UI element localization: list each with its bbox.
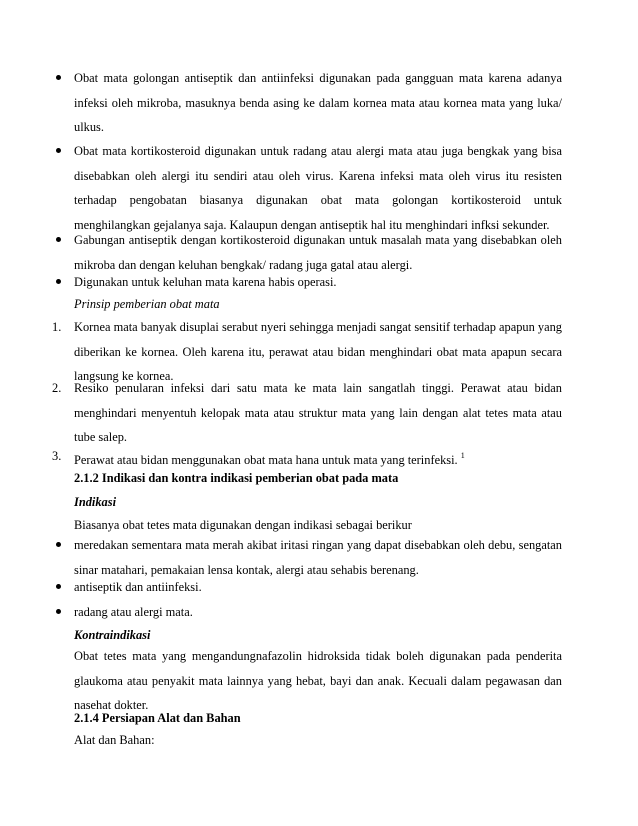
- list-item: [52, 270, 562, 295]
- list-item: [52, 66, 562, 140]
- list-item-text: meredakan sementara mata merah akibat iritasi ringan yang dapat disebabkan oleh debu, sengatan sinar matahari, pemakaian lensa kontak, alergi atau sehabis berenang.: [74, 538, 562, 577]
- list-item-text: antiseptik dan antiinfeksi.: [74, 580, 202, 594]
- item-number: 3.: [52, 449, 62, 463]
- list-item: [52, 600, 562, 625]
- item-number: 1.: [52, 320, 62, 334]
- kontraindikasi-heading: Kontraindikasi: [74, 628, 151, 642]
- list-item-text: Digunakan untuk keluhan mata karena habis operasi.: [74, 275, 337, 289]
- prinsip-heading: Prinsip pemberian obat mata: [74, 297, 220, 311]
- kontraindikasi-text: Obat tetes mata yang mengandungnafazolin hidroksida tidak boleh digunakan pada penderita glaukoma atau penyakit mata lainnya yang hebat, bayi dan anak. Kecuali dalam pegawasan dan nasehat dokter.: [74, 649, 562, 712]
- alat-bahan-label: Alat dan Bahan:: [74, 733, 155, 747]
- list-item-text: Gabungan antiseptik dengan kortikosteroid digunakan untuk masalah mata yang disebabkan oleh mikroba dan dengan keluhan bengkak/ radang juga gatal atau alergi.: [74, 233, 562, 272]
- item-number: 2.: [52, 381, 62, 395]
- list-item: [52, 575, 562, 600]
- numbered-item-text: Kornea mata banyak disuplai serabut nyeri sehingga menjadi sangat sensitif terhadap apapun yang diberikan ke kornea. Oleh karena itu, perawat atau bidan menghindari obat mata apapun secara langsung ke kornea.: [74, 320, 562, 383]
- numbered-item-body: Perawat atau bidan menggunakan obat mata hana untuk mata yang terinfeksi.: [74, 453, 458, 467]
- section-heading-212: 2.1.2 Indikasi dan kontra indikasi pemberian obat pada mata: [74, 471, 399, 485]
- list-item: [52, 139, 562, 237]
- numbered-item-text: Resiko penularan infeksi dari satu mata ke mata lain sangatlah tinggi. Perawat atau bidan menghindari menyentuh kelopak mata atau struktur mata yang lain dengan alat tetes mata atau tube salep.: [74, 381, 562, 444]
- list-item-text: radang atau alergi mata.: [74, 605, 193, 619]
- list-item-text: Obat mata kortikosteroid digunakan untuk radang atau alergi mata atau juga bengkak yang bisa disebabkan oleh alergi itu sendiri atau oleh virus. Karena infeksi mata oleh virus itu resisten terhadap pengobatan biasanya digunakan obat mata golongan kortikosteroid untuk menghilangkan gejalanya saja. Kalaupun dengan antiseptik hal itu menghindari infksi sekunder.: [74, 144, 562, 232]
- indikasi-intro: Biasanya obat tetes mata digunakan dengan indikasi sebagai berikur: [74, 518, 412, 532]
- section-heading-214: 2.1.4 Persiapan Alat dan Bahan: [74, 711, 241, 725]
- footnote-ref: 1: [460, 451, 465, 460]
- numbered-item: [52, 376, 562, 450]
- indikasi-heading: Indikasi: [74, 495, 117, 509]
- list-item-text: Obat mata golongan antiseptik dan antiinfeksi digunakan pada gangguan mata karena adanya infeksi oleh mikroba, masuknya benda asing ke dalam kornea mata atau kornea mata yang luka/ ulkus.: [74, 71, 562, 134]
